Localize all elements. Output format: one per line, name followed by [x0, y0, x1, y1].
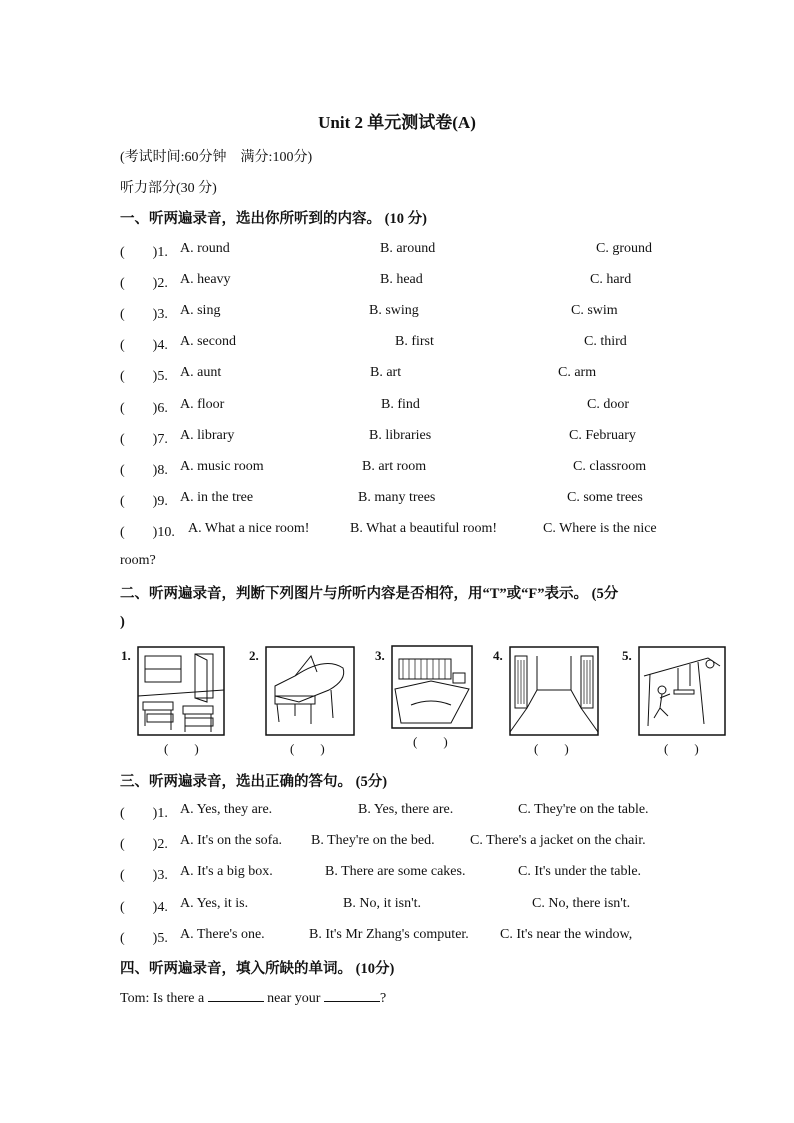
option-b: B. first	[395, 334, 434, 349]
listening-part-label: 听力部分(30 分)	[120, 181, 217, 196]
sentence-part: near your	[267, 991, 321, 1006]
option-c: C. February	[569, 428, 636, 443]
item-number: ( )3.	[120, 868, 168, 883]
picture-number: 4.	[493, 648, 503, 663]
fill-in-sentence	[120, 989, 386, 1007]
option-a: A. What a nice room!	[188, 521, 310, 536]
option-b: B. libraries	[369, 428, 432, 443]
item-number: ( )10.	[120, 525, 175, 540]
answer-parentheses: ( )	[290, 741, 325, 756]
option-c: C. classroom	[573, 459, 647, 474]
section4-heading: 四、听两遍录音，填入所缺的单词。 (10分)	[120, 961, 395, 977]
option-c: C. No, there isn't.	[532, 896, 631, 911]
item-number: ( )1.	[120, 806, 168, 821]
option-a: A. aunt	[180, 365, 222, 380]
item-number: ( )4.	[120, 338, 168, 353]
picture-number: 1.	[121, 648, 131, 663]
answer-parentheses: ( )	[534, 741, 569, 756]
option-a: A. in the tree	[180, 490, 254, 505]
answer-parentheses: ( )	[664, 741, 699, 756]
option-b: B. No, it isn't.	[343, 896, 421, 911]
item-number: ( )8.	[120, 463, 168, 478]
item-number: ( )5.	[120, 369, 168, 384]
option-c: C. It's near the window,	[500, 927, 633, 942]
item-number: ( )3.	[120, 307, 168, 322]
option-c: C. door	[587, 397, 629, 412]
option-b: B. It's Mr Zhang's computer.	[309, 927, 469, 942]
option-a: A. It's a big box.	[180, 864, 273, 879]
sentence-part: Tom: Is there a	[120, 991, 205, 1006]
item-number: ( )9.	[120, 494, 168, 509]
item-number: ( )6.	[120, 401, 168, 416]
option-c: C. They're on the table.	[518, 802, 649, 817]
exam-info: (考试时间:60分钟 满分:100分)	[120, 150, 313, 165]
option-c: C. There's a jacket on the chair.	[470, 833, 646, 848]
section1-heading: 一、听两遍录音，选出你所听到的内容。 (10 分)	[120, 211, 427, 227]
option-a: A. music room	[180, 459, 264, 474]
option-a: A. It's on the sofa.	[180, 833, 283, 848]
option-b: B. swing	[369, 303, 419, 318]
option-c: C. It's under the table.	[518, 864, 642, 879]
option-a: A. round	[180, 241, 230, 256]
option-a: A. sing	[180, 303, 221, 318]
option-a: A. second	[180, 334, 236, 349]
option-b: B. art	[370, 365, 402, 380]
option-b: B. Yes, there are.	[358, 802, 454, 817]
option-c: C. arm	[558, 365, 597, 380]
option-b: B. around	[380, 241, 436, 256]
option-b: B. There are some cakes.	[325, 864, 466, 879]
answer-parentheses: ( )	[164, 741, 199, 756]
answer-blank[interactable]	[208, 989, 264, 1002]
item-number: ( )5.	[120, 931, 168, 946]
playground-swing-picture	[638, 646, 726, 736]
option-a: A. Yes, they are.	[180, 802, 273, 817]
item-number: ( )7.	[120, 432, 168, 447]
option-c: C. some trees	[567, 490, 643, 505]
item-number: ( )4.	[120, 900, 168, 915]
option-a: A. library	[180, 428, 235, 443]
option-b: B. many trees	[358, 490, 436, 505]
option-c: C. ground	[596, 241, 652, 256]
picture-number: 2.	[249, 648, 259, 663]
picture-number: 5.	[622, 648, 632, 663]
answer-blank[interactable]	[324, 989, 380, 1002]
option-c: C. hard	[590, 272, 632, 287]
option-c: C. Where is the nice	[543, 521, 657, 536]
section3-heading: 三、听两遍录音，选出正确的答句。 (5分)	[120, 774, 388, 790]
classroom-desks-picture	[137, 646, 225, 736]
option-c: C. third	[584, 334, 627, 349]
answer-parentheses: ( )	[413, 734, 448, 749]
option-a: A. Yes, it is.	[180, 896, 249, 911]
option-b: B. They're on the bed.	[311, 833, 435, 848]
library-hall-picture	[509, 646, 599, 736]
item-number: ( )2.	[120, 276, 168, 291]
option-c: C. swim	[571, 303, 618, 318]
section2-heading-wrap: )	[120, 614, 125, 630]
option-b: B. find	[381, 397, 420, 412]
page-title: Unit 2 单元测试卷(A)	[318, 113, 476, 132]
option-b: B. head	[380, 272, 423, 287]
sentence-part: ?	[379, 991, 387, 1006]
option-b: B. What a beautiful room!	[350, 521, 498, 536]
option-b: B. art room	[362, 459, 427, 474]
item-number: ( )1.	[120, 245, 168, 260]
picture-number: 3.	[375, 648, 385, 663]
option-a: A. There's one.	[180, 927, 265, 942]
option-c-wrap: room?	[120, 553, 156, 568]
option-a: A. floor	[180, 397, 225, 412]
section2-heading: 二、听两遍录音，判断下列图片与所听内容是否相符，用“T”或“F”表示。 (5分	[120, 586, 619, 602]
item-number: ( )2.	[120, 837, 168, 852]
option-a: A. heavy	[180, 272, 231, 287]
piano-picture	[265, 646, 355, 736]
school-building-picture	[391, 645, 473, 729]
